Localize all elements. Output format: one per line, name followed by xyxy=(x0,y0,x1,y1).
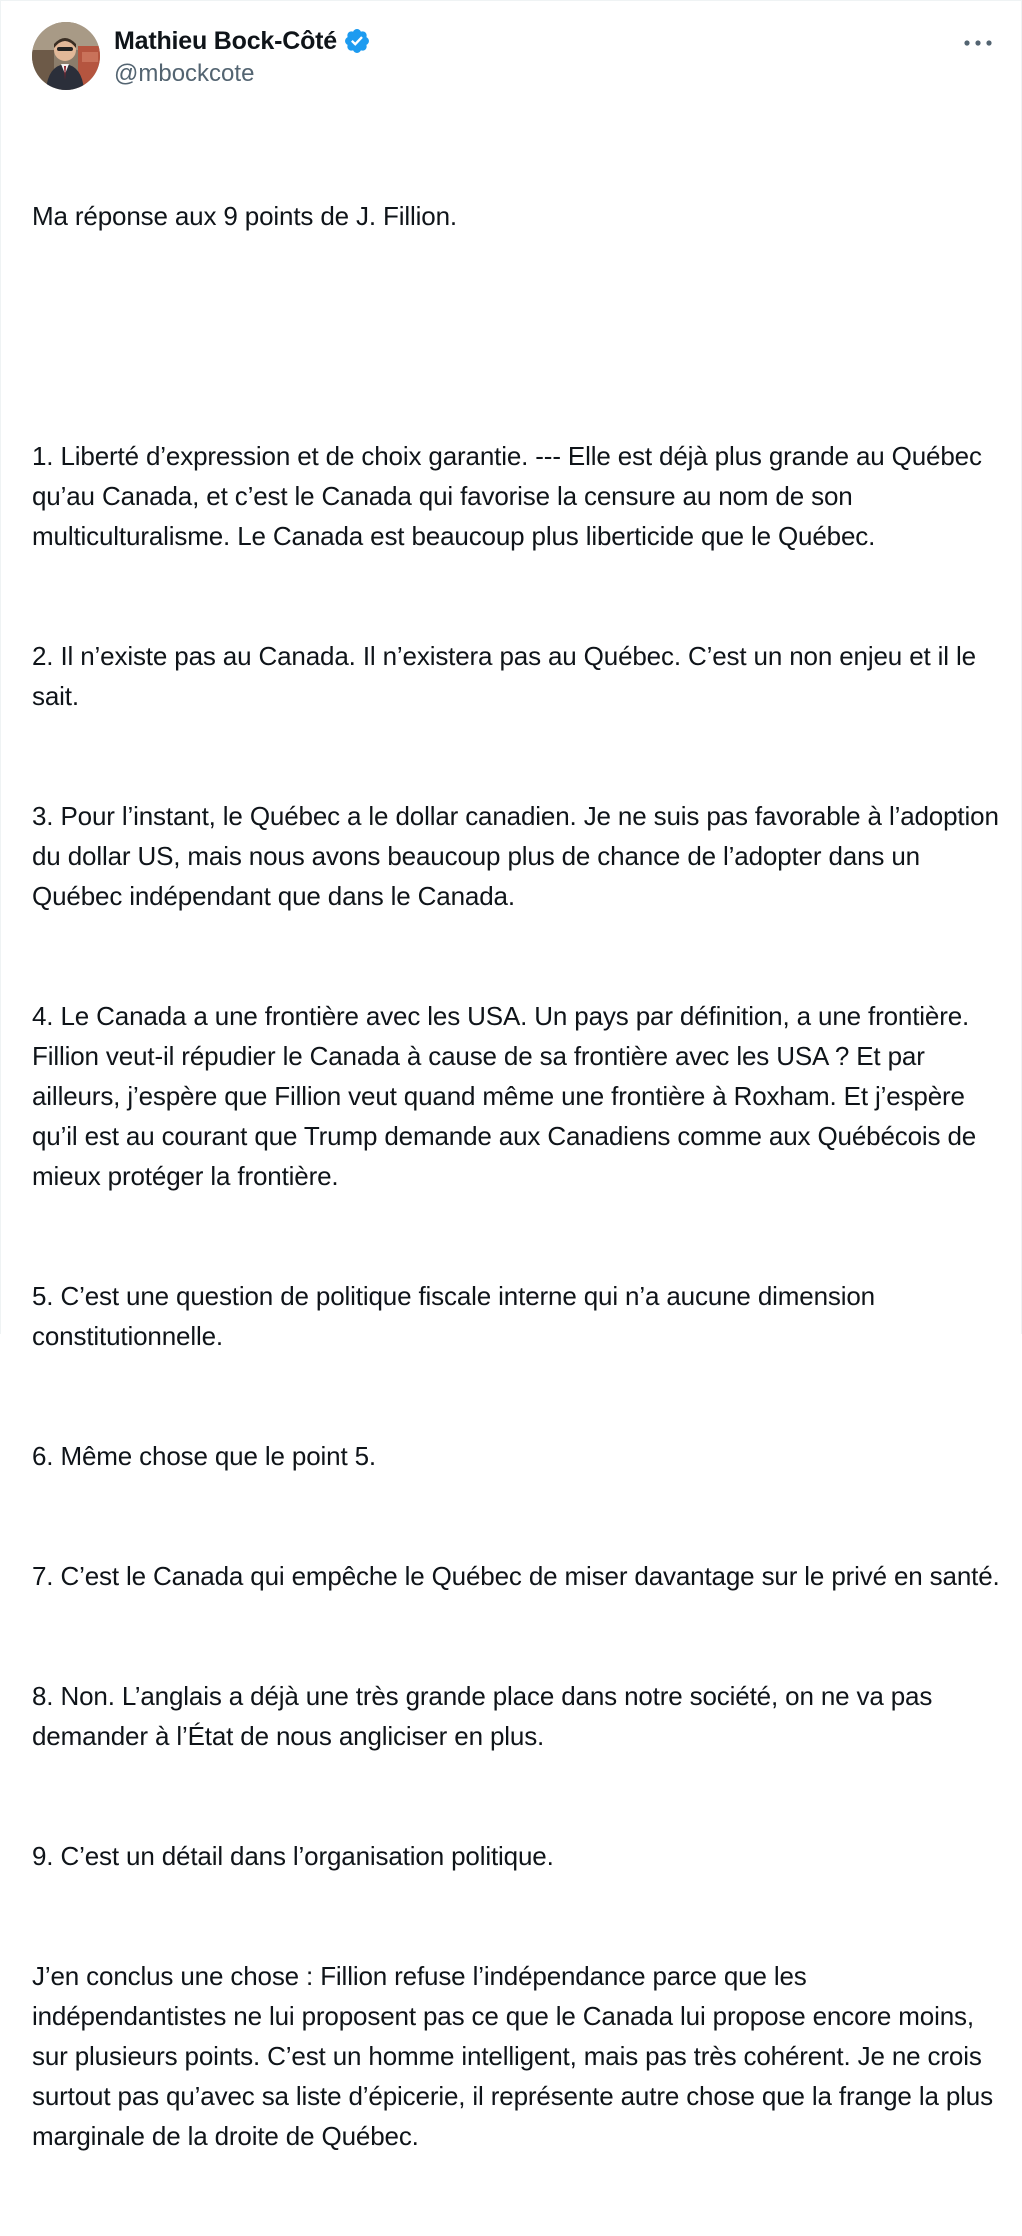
card-border-left xyxy=(0,0,1,1334)
paragraph-spacer xyxy=(32,316,1000,356)
author-info[interactable] xyxy=(114,24,371,88)
name-row xyxy=(114,24,371,58)
tweet-conclusion: J’en conclus une chose : Fillion refuse l’indépendance parce que les indépendantistes ne lui proposent pas ce que le Canada lui propose encore moins, sur plusieurs points. C’est un homme intelligent, mais pas très cohérent. Je ne crois surtout pas qu’avec sa liste d’épicerie, il représente autre chose que la frange la plus marginale de la droite de Québec. xyxy=(32,1961,1001,2151)
avatar[interactable] xyxy=(32,22,100,90)
point-item: 1. Liberté d’expression et de choix garantie. --- Elle est déjà plus grande au Québec qu’au Canada, et c’est le Canada qui favorise la censure au nom de son multiculturalisme. Le Canada est beaucoup plus liberticide que le Québec. xyxy=(32,441,989,551)
author-handle[interactable]: @mbockcote xyxy=(114,60,255,87)
author-display-name[interactable]: Mathieu Bock-Côté xyxy=(114,26,338,55)
verified-badge-icon[interactable] xyxy=(343,27,371,55)
tweet-text xyxy=(32,116,1006,2236)
avatar-photo xyxy=(32,22,100,90)
point-item: 2. Il n’existe pas au Canada. Il n’existera pas au Québec. C’est un non enjeu et il le sait. xyxy=(32,641,983,711)
point-item: 3. Pour l’instant, le Québec a le dollar canadien. Je ne suis pas favorable à l’adoption du dollar US, mais nous avons beaucoup plus de chance de l’adopter dans un Québec indépendant que dans le Canada. xyxy=(32,801,1006,911)
more-options-button[interactable] xyxy=(956,26,1000,60)
point-item: 8. Non. L’anglais a déjà une très grande place dans notre société, on ne va pas demander à l’État de nous angliciser en plus. xyxy=(32,1681,940,1751)
tweet-intro: Ma réponse aux 9 points de J. Fillion. xyxy=(32,201,457,231)
point-item: 4. Le Canada a une frontière avec les USA. Un pays par définition, a une frontière. Fillion veut-il répudier le Canada à cause de sa frontière avec les USA ? Et par ailleurs, j’espère que Fillion veut quand même une frontière à Roxham. Et j’espère qu’il est au courant que Trump demande aux Canadiens comme aux Québécois de mieux protéger la frontière. xyxy=(32,1001,984,1191)
point-item: 6. Même chose que le point 5. xyxy=(32,1441,376,1471)
point-item: 7. C’est le Canada qui empêche le Québec de miser davantage sur le privé en santé. xyxy=(32,1561,1000,1591)
card-border-top xyxy=(0,0,1022,1)
point-item: 5. C’est une question de politique fiscale interne qui n’a aucune dimension constitutionnelle. xyxy=(32,1281,883,1351)
more-options-icon xyxy=(963,39,993,47)
point-item: 9. C’est un détail dans l’organisation politique. xyxy=(32,1841,554,1871)
